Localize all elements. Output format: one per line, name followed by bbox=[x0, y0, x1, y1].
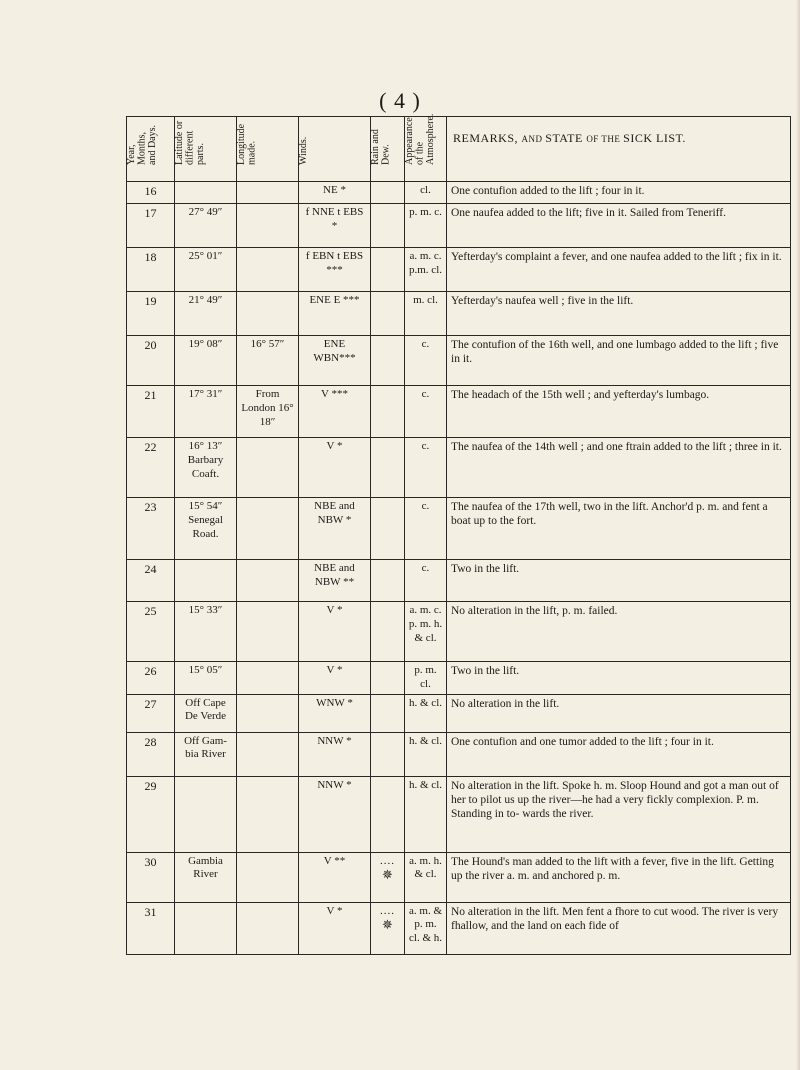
cell-remarks bbox=[447, 902, 791, 954]
cell-longitude bbox=[237, 732, 299, 776]
cell-winds-text: V *** bbox=[321, 388, 348, 400]
cell-rain bbox=[371, 560, 405, 602]
cell-day bbox=[127, 204, 175, 248]
snowflake-icon: ✵ bbox=[382, 917, 393, 933]
cell-remarks-text: No alteration in the lift, p. m. failed. bbox=[451, 605, 618, 617]
cell-rain bbox=[371, 694, 405, 732]
cell-appearance bbox=[405, 852, 447, 902]
cell-day-text: 29 bbox=[144, 778, 157, 793]
cell-rain bbox=[371, 776, 405, 852]
cell-rain bbox=[371, 182, 405, 204]
cell-appearance bbox=[405, 204, 447, 248]
cell-longitude bbox=[237, 498, 299, 560]
cell-winds-text: ENE WBN*** bbox=[313, 338, 356, 364]
header-rain: Rain and Dew. bbox=[371, 117, 405, 182]
cell-remarks bbox=[447, 732, 791, 776]
cell-appearance bbox=[405, 732, 447, 776]
cell-appearance bbox=[405, 662, 447, 695]
cell-remarks-text: Two in the lift. bbox=[451, 665, 520, 677]
cell-rain bbox=[371, 662, 405, 695]
cell-remarks bbox=[447, 292, 791, 336]
cell-remarks-text: The headach of the 15th well ; and yefterday's lumbago. bbox=[451, 389, 710, 401]
cell-winds bbox=[299, 204, 371, 248]
cell-remarks-text: Two in the lift. bbox=[451, 563, 520, 575]
cell-latitude-text: Off Cape De Verde bbox=[184, 696, 227, 723]
page-edge bbox=[796, 0, 800, 1070]
cell-winds bbox=[299, 560, 371, 602]
cell-day-text: 17 bbox=[144, 206, 157, 220]
cell-latitude bbox=[175, 560, 237, 602]
cell-latitude bbox=[175, 776, 237, 852]
table-row bbox=[127, 852, 791, 902]
cell-remarks-text: One contufion and one tumor added to the lift ; four in it. bbox=[451, 735, 714, 748]
cell-appearance bbox=[405, 248, 447, 292]
cell-latitude-text: 27° 49″ bbox=[188, 206, 223, 218]
cell-remarks-text: The naufea of the 17th well, two in the lift. Anchor'd p. m. and fent a boat up to the fort. bbox=[451, 501, 768, 528]
cell-appearance-text: c. bbox=[421, 440, 430, 452]
cell-winds-text: V * bbox=[326, 904, 343, 917]
table-row bbox=[127, 204, 791, 248]
cell-day-text: 23 bbox=[144, 500, 157, 514]
cell-winds bbox=[299, 182, 371, 204]
cell-latitude bbox=[175, 204, 237, 248]
cell-rain bbox=[371, 498, 405, 560]
cell-day-text: 22 bbox=[144, 440, 157, 454]
cell-rain bbox=[371, 902, 405, 954]
cell-day bbox=[127, 498, 175, 560]
cell-winds bbox=[299, 292, 371, 336]
table-row bbox=[127, 248, 791, 292]
cell-longitude bbox=[237, 336, 299, 386]
cell-remarks bbox=[447, 438, 791, 498]
cell-day-text: 30 bbox=[144, 854, 157, 869]
cell-winds-text: NNW * bbox=[317, 778, 352, 791]
cell-longitude bbox=[237, 438, 299, 498]
cell-winds-text: NNW * bbox=[317, 734, 352, 747]
cell-latitude-text: 19° 08″ bbox=[188, 338, 223, 350]
cell-winds-text: NBE and NBW * bbox=[314, 500, 355, 526]
cell-winds bbox=[299, 336, 371, 386]
cell-latitude bbox=[175, 438, 237, 498]
cell-day bbox=[127, 902, 175, 954]
cell-latitude bbox=[175, 386, 237, 438]
cell-appearance-text: c. bbox=[421, 338, 430, 350]
cell-winds-text: WNW * bbox=[316, 696, 353, 709]
cell-remarks-text: No alteration in the lift. Men fent a fhore to cut wood. The river is very fhallow, and the land on each fide of bbox=[451, 905, 779, 932]
cell-appearance bbox=[405, 386, 447, 438]
cell-day bbox=[127, 602, 175, 662]
header-year: Year, Months, and Days. bbox=[127, 117, 175, 182]
cell-longitude bbox=[237, 602, 299, 662]
cell-appearance-text: m. cl. bbox=[413, 294, 438, 306]
cell-latitude-text: 15° 33″ bbox=[188, 604, 223, 616]
cell-day bbox=[127, 694, 175, 732]
cell-rain-text: .... bbox=[380, 904, 395, 917]
cell-appearance-text: c. bbox=[421, 500, 430, 512]
cell-rain bbox=[371, 204, 405, 248]
cell-longitude bbox=[237, 386, 299, 438]
cell-rain bbox=[371, 732, 405, 776]
cell-latitude-text: Gambia River bbox=[188, 854, 223, 881]
cell-remarks-text: One contufion added to the lift ; four in it. bbox=[451, 185, 645, 197]
cell-winds bbox=[299, 694, 371, 732]
cell-remarks bbox=[447, 336, 791, 386]
cell-remarks bbox=[447, 694, 791, 732]
cell-day-text: 25 bbox=[144, 604, 157, 618]
table-row bbox=[127, 776, 791, 852]
cell-appearance bbox=[405, 776, 447, 852]
cell-day-text: 24 bbox=[144, 562, 157, 576]
cell-winds-text: V * bbox=[326, 604, 343, 616]
cell-day-text: 27 bbox=[144, 696, 157, 711]
header-winds: Winds. bbox=[299, 117, 371, 182]
cell-latitude bbox=[175, 902, 237, 954]
cell-latitude bbox=[175, 336, 237, 386]
cell-winds-text: f EBN t EBS *** bbox=[305, 250, 364, 276]
cell-longitude bbox=[237, 204, 299, 248]
cell-day-text: 16 bbox=[144, 184, 157, 198]
cell-day-text: 28 bbox=[144, 734, 157, 749]
cell-appearance bbox=[405, 694, 447, 732]
cell-remarks bbox=[447, 248, 791, 292]
cell-appearance-text: a. m. c. p. m. h. & cl. bbox=[408, 604, 443, 644]
cell-day bbox=[127, 386, 175, 438]
cell-appearance-text: p. m. c. bbox=[409, 206, 442, 218]
cell-appearance bbox=[405, 602, 447, 662]
cell-latitude bbox=[175, 662, 237, 695]
cell-remarks bbox=[447, 386, 791, 438]
cell-appearance-text: cl. bbox=[420, 184, 431, 196]
cell-remarks-text: One naufea added to the lift; five in it. Sailed from Teneriff. bbox=[451, 207, 727, 219]
table-row bbox=[127, 182, 791, 204]
cell-rain bbox=[371, 852, 405, 902]
cell-latitude-text: 25° 01″ bbox=[188, 250, 223, 262]
cell-appearance-text: h. & cl. bbox=[409, 696, 442, 709]
cell-remarks bbox=[447, 852, 791, 902]
header-remarks: REMARKS, AND STATE OF THE SICK LIST. bbox=[447, 117, 791, 182]
cell-winds-text: V * bbox=[326, 664, 343, 676]
table-row bbox=[127, 560, 791, 602]
cell-latitude bbox=[175, 248, 237, 292]
cell-day bbox=[127, 560, 175, 602]
cell-day-text: 21 bbox=[144, 388, 157, 402]
table-row bbox=[127, 732, 791, 776]
cell-day bbox=[127, 292, 175, 336]
cell-latitude bbox=[175, 732, 237, 776]
cell-appearance-text: c. bbox=[421, 388, 430, 400]
cell-day-text: 20 bbox=[144, 338, 157, 352]
cell-day bbox=[127, 776, 175, 852]
cell-appearance bbox=[405, 336, 447, 386]
cell-latitude-text: Off Gam- bia River bbox=[184, 734, 227, 761]
cell-winds bbox=[299, 732, 371, 776]
cell-appearance bbox=[405, 182, 447, 204]
table-row bbox=[127, 336, 791, 386]
cell-day bbox=[127, 732, 175, 776]
header-appearance: Appearance of the Atmosphere. bbox=[405, 117, 447, 182]
cell-winds bbox=[299, 902, 371, 954]
table-row bbox=[127, 438, 791, 498]
cell-appearance-text: h. & cl. bbox=[409, 734, 442, 747]
cell-rain bbox=[371, 292, 405, 336]
cell-day bbox=[127, 248, 175, 292]
cell-appearance-text: a. m. h. & cl. bbox=[409, 854, 442, 881]
cell-longitude bbox=[237, 902, 299, 954]
cell-day bbox=[127, 438, 175, 498]
cell-winds bbox=[299, 852, 371, 902]
cell-appearance bbox=[405, 292, 447, 336]
cell-longitude bbox=[237, 852, 299, 902]
cell-longitude bbox=[237, 694, 299, 732]
snowflake-icon: ✵ bbox=[382, 867, 393, 883]
cell-latitude bbox=[175, 852, 237, 902]
cell-day-text: 19 bbox=[144, 294, 157, 308]
cell-longitude bbox=[237, 560, 299, 602]
cell-remarks-text: Yefterday's complaint a fever, and one naufea added to the lift ; fix in it. bbox=[451, 251, 782, 263]
cell-day bbox=[127, 182, 175, 204]
cell-longitude bbox=[237, 292, 299, 336]
cell-latitude-text: 16° 13″ Barbary Coaft. bbox=[187, 440, 224, 480]
cell-remarks bbox=[447, 602, 791, 662]
cell-rain bbox=[371, 438, 405, 498]
cell-longitude bbox=[237, 662, 299, 695]
cell-day-text: 26 bbox=[144, 664, 157, 678]
cell-rain bbox=[371, 248, 405, 292]
cell-winds-text: f NNE t EBS * bbox=[305, 206, 364, 232]
cell-longitude bbox=[237, 182, 299, 204]
cell-appearance-text: a. m. c. p.m. cl. bbox=[409, 250, 442, 276]
header-latitude: Latitude or different parts. bbox=[175, 117, 237, 182]
table-row bbox=[127, 902, 791, 954]
cell-remarks bbox=[447, 204, 791, 248]
cell-remarks-text: No alteration in the lift. Spoke h. m. Sloop Hound and got a man out of her to pilot us up the river—he had a very fickly complexion. P. m. Standing in to- wards the river. bbox=[451, 779, 779, 821]
cell-latitude-text: 15° 05″ bbox=[188, 664, 223, 676]
cell-latitude-text: 17° 31″ bbox=[188, 388, 223, 400]
table-row bbox=[127, 498, 791, 560]
cell-longitude bbox=[237, 248, 299, 292]
cell-day-text: 31 bbox=[144, 904, 157, 919]
cell-winds bbox=[299, 248, 371, 292]
cell-latitude bbox=[175, 292, 237, 336]
cell-appearance bbox=[405, 438, 447, 498]
cell-remarks-text: Yefterday's naufea well ; five in the lift. bbox=[451, 295, 634, 307]
cell-remarks bbox=[447, 662, 791, 695]
cell-appearance-text: h. & cl. bbox=[409, 778, 442, 791]
header-longitude: Longitude made. bbox=[237, 117, 299, 182]
cell-day-text: 18 bbox=[144, 250, 157, 264]
cell-latitude bbox=[175, 182, 237, 204]
cell-day bbox=[127, 336, 175, 386]
cell-latitude bbox=[175, 602, 237, 662]
cell-longitude-text: From London 16° 18″ bbox=[241, 388, 294, 428]
cell-day bbox=[127, 852, 175, 902]
table-row bbox=[127, 386, 791, 438]
table-header-row bbox=[127, 117, 791, 182]
cell-winds bbox=[299, 438, 371, 498]
cell-appearance-text: a. m. & p. m. cl. & h. bbox=[409, 904, 442, 944]
cell-latitude-text: 21° 49″ bbox=[188, 294, 223, 306]
cell-winds bbox=[299, 602, 371, 662]
cell-appearance-text: c. bbox=[421, 562, 430, 574]
cell-winds bbox=[299, 662, 371, 695]
cell-appearance-text: p. m. cl. bbox=[414, 664, 437, 690]
cell-appearance bbox=[405, 560, 447, 602]
cell-winds bbox=[299, 386, 371, 438]
cell-longitude bbox=[237, 776, 299, 852]
table-row bbox=[127, 694, 791, 732]
cell-rain bbox=[371, 386, 405, 438]
cell-appearance bbox=[405, 902, 447, 954]
cell-remarks-text: The naufea of the 14th well ; and one ftrain added to the lift ; three in it. bbox=[451, 441, 782, 453]
table-row bbox=[127, 292, 791, 336]
cell-rain-text: .... bbox=[380, 854, 395, 867]
sick-list-log-table bbox=[126, 113, 791, 955]
cell-latitude bbox=[175, 498, 237, 560]
cell-winds bbox=[299, 776, 371, 852]
cell-winds-text: V ** bbox=[323, 854, 346, 867]
cell-latitude bbox=[175, 694, 237, 732]
cell-remarks bbox=[447, 560, 791, 602]
table-row bbox=[127, 662, 791, 695]
cell-rain bbox=[371, 602, 405, 662]
cell-remarks-text: No alteration in the lift. bbox=[451, 697, 560, 710]
page-number: ( 4 ) bbox=[379, 88, 421, 113]
cell-day bbox=[127, 662, 175, 695]
cell-longitude-text: 16° 57″ bbox=[250, 338, 285, 350]
cell-winds bbox=[299, 498, 371, 560]
cell-winds-text: ENE E *** bbox=[309, 294, 360, 306]
cell-winds-text: NE * bbox=[323, 184, 346, 196]
cell-rain bbox=[371, 336, 405, 386]
cell-winds-text: NBE and NBW ** bbox=[314, 562, 355, 588]
table-row bbox=[127, 602, 791, 662]
cell-winds-text: V * bbox=[326, 440, 343, 452]
cell-appearance bbox=[405, 498, 447, 560]
cell-remarks-text: The contufion of the 16th well, and one lumbago added to the lift ; five in it. bbox=[451, 339, 779, 366]
cell-latitude-text: 15° 54″ Senegal Road. bbox=[188, 500, 223, 540]
cell-remarks-text: The Hound's man added to the lift with a fever, five in the lift. Getting up the river a. m. and anchored p. m. bbox=[451, 855, 774, 882]
cell-remarks bbox=[447, 182, 791, 204]
cell-remarks bbox=[447, 498, 791, 560]
cell-remarks bbox=[447, 776, 791, 852]
